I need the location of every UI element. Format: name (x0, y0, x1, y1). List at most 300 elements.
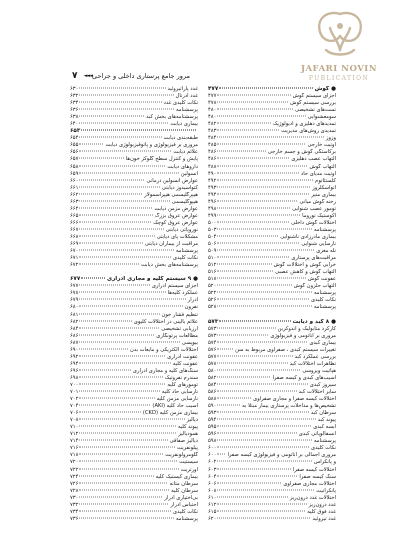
toc-entry-page: ۵۹۸ (208, 438, 217, 445)
toc-entry-label: ● گوش (314, 86, 336, 92)
toc-entry (70, 481, 198, 488)
toc-entry-page: ۷۲۶ (70, 480, 79, 487)
dot-leader (217, 412, 309, 413)
dot-leader (79, 88, 165, 89)
toc-entry-label: آبسه کبدی (313, 424, 336, 431)
toc-entry-label: عوارض مزمن دیابت (154, 205, 198, 212)
toc-entry (70, 340, 198, 347)
toc-entry (208, 114, 336, 121)
toc-entry-page: ۶۸۰ (70, 304, 79, 311)
dot-leader (217, 144, 305, 145)
dot-leader (79, 123, 168, 124)
dot-leader (79, 306, 182, 307)
dot-leader (79, 440, 167, 441)
toc-entry-label: پرسشنامه (314, 438, 336, 445)
toc-entry-label: رخنه گوش میانی (299, 198, 336, 205)
dot-leader (217, 137, 324, 138)
dot-leader (217, 250, 314, 251)
toc-entry-page: ۷۳۴ (70, 508, 79, 515)
dot-leader (79, 510, 171, 511)
toc-entry (70, 326, 198, 333)
dot-leader (79, 137, 161, 138)
toc-entry-page: ۷۲۴ (70, 473, 79, 480)
dot-leader (217, 243, 299, 244)
dot-leader (217, 306, 312, 307)
dot-leader (217, 214, 300, 215)
toc-entry-label: عفونت گوش (307, 276, 336, 283)
toc-entry-page: ۵۰۶ (208, 241, 217, 248)
toc-entry-label: بیماری منیر (311, 191, 336, 198)
toc-entry (208, 142, 336, 149)
toc-entry (208, 396, 336, 403)
dot-leader (79, 447, 175, 448)
toc-entry (208, 227, 336, 234)
toc-entry-label: هیپوگلیسمی (171, 198, 198, 205)
toc-entry-label: التهاب عصب دهلیزی (291, 156, 336, 163)
toc-entry (70, 192, 198, 199)
toc-entry (208, 326, 336, 333)
toc-entry-page: ۴۸۳ (208, 128, 217, 135)
dot-leader (217, 433, 296, 434)
toc-entry-page: ۴۷۷ (208, 86, 219, 92)
toc-entry-page: ۵۰۹ (208, 248, 217, 255)
dot-leader (217, 264, 271, 265)
toc-entry-label: غدد فوق کلیه (307, 508, 336, 515)
dot-leader (79, 200, 169, 201)
toc-entry-page: ۵۹۶ (208, 431, 217, 438)
dot-leader (79, 144, 103, 145)
toc-entry-page: ۴۸۶ (208, 149, 217, 156)
toc-entry (70, 347, 198, 354)
toc-entry-page: ۴۸۸ (208, 163, 217, 170)
dot-leader (79, 362, 171, 363)
toc-entry-page: ۵۷۴ (208, 339, 217, 346)
toc-entry-page: ۵۱۶ (208, 269, 217, 276)
toc-entry-label: غدد پاراتیروئید (167, 86, 198, 92)
toc-entry-label: پیلونفریت (177, 445, 198, 452)
dot-leader (79, 102, 161, 103)
toc-entry-page: ۶۱۵ (208, 508, 217, 515)
dot-leader (79, 461, 177, 462)
toc-entry-page: ۶۸۶ (70, 332, 79, 339)
toc-entry-page: ۶۸۲ (70, 318, 79, 325)
dot-leader (217, 496, 288, 497)
toc-entry-label: ● ۹ سیستم کلیه و مجاری ادراری (106, 276, 198, 283)
toc-entry-page: ۴۸۵ (208, 142, 217, 149)
dot-leader (217, 503, 306, 504)
toc-entry-page: ۶۵۳ (70, 128, 81, 135)
toc-entry-page: ۵۸۲ (208, 374, 217, 381)
dot-leader (217, 186, 310, 187)
toc-entry-page: ۴۸۰ (208, 107, 217, 114)
toc-entry-label: همودیالیز (178, 431, 198, 438)
toc-entry-page: ۶۵۶ (70, 149, 79, 156)
toc-entry (70, 319, 198, 326)
toc-entry-label: اختلالات کیسه صفرا (292, 466, 336, 473)
toc-entry-page: ۴۹۴ (208, 191, 217, 198)
toc-entry-label: عفونت کلیه (172, 360, 198, 367)
toc-entry-label: و پانکراس (313, 459, 336, 466)
toc-entry (208, 255, 336, 262)
toc-entry-label: پایش و کنترل سطح گلوکز خون‌ها (125, 156, 198, 163)
toc-entry (70, 283, 198, 290)
toc-entry-page: ۶۶۲ (70, 191, 79, 198)
dot-leader (79, 355, 165, 356)
toc-entry (208, 438, 336, 445)
toc-entry (70, 452, 198, 459)
toc-entry-page: ۶۸۷ (70, 339, 79, 346)
dot-leader (79, 95, 173, 96)
dot-leader (79, 250, 174, 251)
toc-entry-page: ۶۷۷ (70, 276, 81, 283)
toc-entry (208, 431, 336, 438)
dot-leader (217, 102, 288, 103)
toc-entry (70, 459, 198, 466)
toc-entry-page: ۶۸۱ (70, 311, 79, 318)
toc-entry (208, 452, 336, 459)
toc-entry-page: ۶۵۴ (70, 135, 79, 142)
dot-leader (217, 426, 311, 427)
toc-entry-label: تست‌های تشخیصی (295, 107, 336, 114)
toc-entry (70, 248, 198, 255)
dot-leader (217, 207, 290, 208)
toc-entry-page: ۶۰۲ (208, 459, 217, 466)
dot-leader (79, 412, 141, 413)
toc-entry-page: ۴۷۷ (208, 93, 217, 100)
toc-entry-label: نارسایی حاد کلیه (161, 389, 198, 396)
toc-entry-page: ۵۲۸ (208, 304, 217, 311)
toc-entry-page: ۷۳۶ (70, 515, 79, 522)
toc-entry-label: پرسشنامه (314, 304, 336, 311)
toc-entry (208, 241, 336, 248)
toc-entry-page: ۵۸۴ (208, 381, 217, 388)
toc-entry (208, 382, 336, 389)
toc-entry-label: تمدیدی روش‌های مدیریت (281, 128, 336, 135)
toc-entry (208, 164, 336, 171)
dot-leader (79, 348, 128, 349)
toc-entry (70, 142, 198, 149)
toc-entry-page: ۵۱۲ (208, 262, 217, 269)
toc-entry-page: ۵۹۰ (208, 403, 217, 410)
toc-entry-label: خرابی گوش و اختلالات گوش (273, 262, 336, 269)
toc-entry-label: غدد آدرنال (175, 93, 198, 100)
toc-entry (208, 206, 336, 213)
toc-entry (70, 304, 198, 311)
toc-entry-label: کارکرد متابولیک و اندوکرین (277, 325, 336, 332)
dot-leader (217, 341, 307, 342)
toc-entry (208, 283, 336, 290)
toc-entry (70, 495, 198, 502)
toc-entry-page: ۵۷۳ (208, 318, 219, 325)
toc-entry-page: ۵۱۸ (208, 276, 217, 283)
toc-entry (70, 241, 198, 248)
toc-entry (208, 481, 336, 488)
toc-entry (70, 297, 198, 304)
toc-entry-label: اورتریت (180, 466, 198, 473)
toc-entry-label: بیماری کیستیک کلیه (155, 473, 198, 480)
toc-entry (208, 495, 336, 502)
dot-leader (217, 454, 225, 455)
dot-leader (217, 461, 312, 462)
toc-entry (208, 128, 336, 135)
toc-entry-label: پرسشنامه‌های بخش کبد (146, 114, 198, 121)
toc-entry-label: آسیب‌های کبدی و کیسه صفرا (272, 374, 336, 381)
toc-entry-page: ۴۸۲ (208, 121, 217, 128)
dot-leader (217, 158, 289, 159)
dot-leader (81, 130, 196, 131)
toc-entry (70, 269, 198, 276)
toc-entry-label: اوتیت مدیای حاد (300, 170, 336, 177)
toc-entry (208, 417, 336, 424)
toc-entry-page: ۷۱۸ (70, 452, 79, 459)
dot-leader (79, 320, 131, 321)
dot-leader (79, 243, 143, 244)
toc-entry-label: آسیب حاد کلیه (AKI) (152, 403, 198, 410)
toc-section-heading (70, 128, 198, 135)
toc-entry-label: بیماری مادرزادی ناشنوایی (280, 233, 336, 240)
toc-entry-page: ۶۳۲ (70, 93, 79, 100)
toc-entry-label: پیوند کلیه (177, 424, 198, 431)
toc-entry (70, 312, 198, 319)
toc-entry-page: ۶۶۳ (70, 198, 79, 205)
toc-entry-page: ۷۳۰ (70, 494, 79, 501)
dot-leader (79, 109, 174, 110)
toc-entry (208, 333, 336, 340)
toc-entry-label: اجزای سیستم ادراری (151, 283, 198, 290)
toc-entry-page: ۶۳۴ (70, 100, 79, 107)
dot-leader (217, 123, 271, 124)
toc-entry (70, 474, 198, 481)
dot-leader (217, 130, 279, 131)
toc-entry-label: نکات کلیدی (173, 508, 198, 515)
toc-entry (70, 361, 198, 368)
toc-entry-label: بی‌اختیاری ادرار (164, 494, 198, 501)
dot-leader (79, 313, 159, 314)
toc-entry-label: ادرار (187, 297, 198, 304)
dot-leader (217, 419, 315, 420)
toc-entry-page: ۴۹۰ (208, 170, 217, 177)
toc-entry-page: ۷۱۶ (70, 445, 79, 452)
toc-entry (70, 403, 198, 410)
dot-leader (217, 447, 309, 448)
toc-entry-label: سومعشنوایی (307, 114, 336, 121)
dot-leader (79, 165, 165, 166)
toc-entry-label: نکات کلیدی (311, 445, 336, 452)
dot-leader (217, 362, 287, 363)
toc-entry-page: ۵۷۳ (208, 325, 217, 332)
dot-leader (217, 235, 278, 236)
logo-emblem-icon (308, 6, 372, 62)
toc-entry-label: عوارض انسولین درمانی (146, 177, 198, 184)
logo-brand: JAFARI NOVIN (300, 64, 378, 74)
toc-entry (70, 213, 198, 220)
toc-entry (70, 410, 198, 417)
toc-entry-page: ۷۰۱ (70, 389, 79, 396)
dot-leader (79, 207, 152, 208)
toc-entry-label: پرسشنامه (314, 226, 336, 233)
toc-entry-label: عملکرد کلیه‌ها (167, 290, 198, 297)
dot-leader (79, 489, 169, 490)
toc-entry-page: ۶۲۰ (208, 515, 217, 522)
toc-entry (208, 107, 336, 114)
toc-entry-page: ۴۹۹ (208, 212, 217, 219)
toc-entry (208, 213, 336, 220)
toc-entry-page: ۶۰۳ (208, 466, 217, 473)
dot-leader (79, 257, 171, 258)
toc-entry-page: ۶۶۹ (70, 241, 79, 248)
toc-entry (70, 107, 198, 114)
dot-leader (79, 116, 144, 117)
toc-entry-page: ۶۷۸ (70, 290, 79, 297)
toc-entry-label: کتواسیدوز دیابتی (161, 184, 198, 191)
dot-leader (79, 475, 153, 476)
toc-entry (208, 509, 336, 516)
dot-leader (79, 383, 165, 384)
toc-entry-label: طبقه‌بندی دیابت (163, 135, 198, 142)
toc-entry-label: نکات کلیدی (173, 255, 198, 262)
toc-entry (208, 488, 336, 495)
dot-leader (217, 257, 289, 258)
toc-entry-page: ۷۳۲ (70, 501, 79, 508)
publisher-logo (286, 6, 392, 88)
toc-entry-page: ۷۰۸ (70, 417, 79, 424)
dot-leader (79, 433, 176, 434)
toc-entry-page: ۴۸۰ (208, 114, 217, 121)
toc-entry-label: اجزای سیستم گوش (292, 93, 336, 100)
arrow-icon: ◄◄◄ (83, 73, 93, 79)
toc-entry (208, 474, 336, 481)
toc-entry-page: ۴۹۶ (208, 198, 217, 205)
toc-entry (208, 424, 336, 431)
toc-entry-label: التهاب گوش (309, 163, 336, 170)
toc-entry (70, 382, 198, 389)
toc-entry-page: ۵۱۰ (208, 255, 217, 262)
toc-entry-label: سیستیت (179, 459, 198, 466)
toc-entry-label: احتباس ادرار (170, 501, 198, 508)
toc-entry-label: بیوپسی (181, 339, 198, 346)
dot-leader (217, 172, 299, 173)
dot-leader (217, 285, 291, 286)
dot-leader (217, 109, 293, 110)
toc-entry-label: تومورهای کلیه (167, 381, 198, 388)
toc-entry (208, 269, 336, 276)
dot-leader (217, 165, 307, 166)
toc-entry-label: نوروپاتی دیابتی (165, 226, 198, 233)
toc-entry-page: ۶۳۰ (70, 86, 79, 92)
dot-leader (217, 221, 289, 222)
toc-entry-page: ۵۷۷ (208, 353, 217, 360)
toc-entry-label: عفونت ادراری (167, 353, 198, 360)
toc-entry-label: نکات کلیدی (311, 297, 336, 304)
toc-entry-label: بیماری مزمن کلیه (CKD) (142, 410, 198, 417)
toc-entry-page: ۷۱۰ (70, 424, 79, 431)
toc-entry (70, 255, 198, 262)
toc-entry (208, 234, 336, 241)
dot-leader (79, 419, 184, 420)
dot-leader (217, 228, 312, 229)
toc-entry-label: مروری بر فیزیولوژی و پاتوفیزیولوژی دیابت (105, 142, 198, 149)
toc-entry (70, 178, 198, 185)
dot-leader (79, 292, 165, 293)
toc-entry (70, 93, 198, 100)
toc-entry-label: نارسایی شنوایی (301, 241, 336, 248)
toc-entry-page: ۵۹۵ (208, 424, 217, 431)
toc-entry-label: اختلالات غدد درون‌ریز (289, 494, 336, 501)
dot-leader (217, 398, 251, 399)
toc-entry (208, 368, 336, 375)
toc-right-column (208, 86, 336, 542)
toc-entry-label: نکات کلیدی غدد (163, 100, 198, 107)
toc-entry-page: ۵۷۸ (208, 360, 217, 367)
toc-entry-label: سایر اختلالات کبد (298, 389, 336, 396)
toc-entry-label: اتواسکلروز (312, 184, 336, 191)
toc-entry-label: مراقبت از بیماران دیابتی (144, 241, 198, 248)
toc-entry-label: سرطان مثانه (169, 480, 198, 487)
toc-entry-label: پرسشنامه‌های بخش دیابت (141, 262, 198, 269)
dot-leader (217, 369, 300, 370)
toc-entry-page: ۶۵۹ (70, 170, 79, 177)
dot-leader (79, 517, 174, 518)
dot-leader (79, 186, 160, 187)
dot-leader (217, 440, 312, 441)
toc-entry-label: مطالعات پرتونگاری (156, 332, 198, 339)
dot-leader (217, 355, 292, 356)
toc-entry-label: بررسی عملکرد کبد (294, 353, 336, 360)
dot-leader (79, 158, 123, 159)
toc-entry-page: ۶۷۱ (70, 255, 79, 262)
toc-entry (208, 199, 336, 206)
toc-entry-label: تمدیدهای دهلیزی و ادیولوژیک (272, 121, 336, 128)
dot-leader (79, 193, 142, 194)
toc-entry-page: ۶۰۰ (208, 452, 217, 459)
toc-entry-page: ۷۰۰ (70, 381, 79, 388)
toc-entry (70, 156, 198, 163)
dot-leader (217, 200, 297, 201)
toc-entry-label: بیماری دیابت (170, 121, 198, 128)
toc-entry-label: اختلالات کیسه صفرا و مجاری صفراوی (253, 396, 336, 403)
dot-leader (217, 299, 309, 300)
toc-entry-label: سنگ کیسه صفرا (299, 473, 336, 480)
toc-entry-label: پرسشنامه (176, 515, 198, 522)
toc-entry (208, 220, 336, 227)
dot-leader (217, 271, 273, 272)
toc-entry (208, 171, 336, 178)
toc-entry-label: برکاستگی گوش و جسم خارجی (267, 149, 336, 156)
toc-entry-page: ۵۲۰ (208, 283, 217, 290)
toc-entry (208, 135, 336, 142)
toc-entry-page: ۶۹۸ (70, 374, 79, 381)
toc-entry-label: داروهای دیابت (167, 163, 198, 170)
toc-entry-page: ۵۹۳ (208, 410, 217, 417)
toc-entry-label: تنظیم فشار خون (161, 311, 198, 318)
logo-subtitle: PUBLICATION (308, 75, 370, 82)
toc-entry-label: سندرم نفروتیک (164, 374, 198, 381)
toc-entry-page: ۵۰۴ (208, 233, 217, 240)
toc-entry-label: تشخیص‌ها و مداخلات پرستاری بیمار مبتلا به (242, 403, 336, 410)
toc-entry (208, 354, 336, 361)
toc-left-column (70, 86, 198, 542)
toc-entry (70, 445, 198, 452)
toc-entry (208, 502, 336, 509)
toc-entry-label: التهاب گوش و کاهش عصبی (275, 269, 336, 276)
toc-columns (70, 86, 336, 542)
toc-entry-page: ۴۹۸ (208, 205, 217, 212)
toc-entry-label: مراقبت‌های پرستاری (291, 255, 336, 262)
toc-entry (208, 347, 336, 354)
toc-entry-label: سرطان کلیه (171, 487, 198, 494)
toc-entry (70, 135, 198, 142)
toc-entry-label: وزوز (325, 135, 336, 142)
